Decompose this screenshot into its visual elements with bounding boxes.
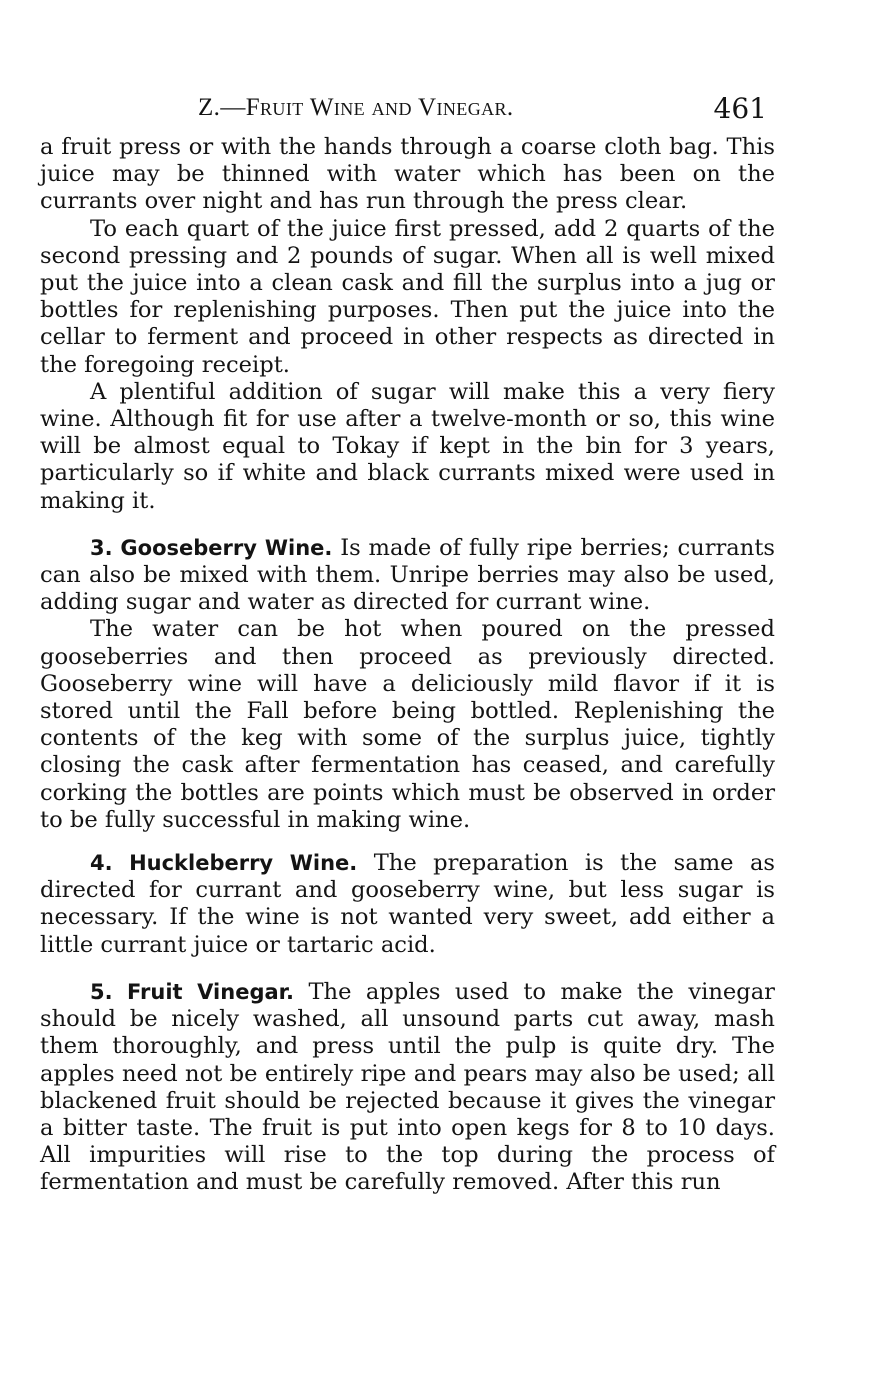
section-title: Fruit Vinegar.	[127, 979, 294, 1004]
paragraph-continued: a fruit press or with the hands through a coarse cloth bag. This juice may be thinned with water which has been on the currants over night and has run through the press clear.	[40, 134, 775, 215]
section-fruit-vinegar	[40, 979, 775, 1197]
page-number: 461	[713, 92, 767, 125]
paragraph-sugar-addition: A plentiful addition of sugar will make this a very fiery wine. Although fit for use after a twelve-month or so, this wine will be almost equal to Tokay if kept in the bin for 3 years, particularly so if white and black currants mixed were used in making it.	[40, 378, 775, 514]
section-title: Huckleberry Wine.	[129, 851, 358, 876]
section-text: The preparation is the same as directed for currant and gooseberry wine, but less sugar is necessary. If the wine is not wanted very sweet, add either a little currant juice or tartaric acid.	[40, 850, 776, 958]
section-huckleberry-wine	[40, 850, 775, 959]
chapter-title: Z.—Fruit Wine and Vinegar.	[198, 94, 514, 121]
section-text: The apples used to make the vinegar should be nicely washed, all unsound parts cut away, mash them thoroughly, and press until the pulp is quite dry. The apples need not be entirely ripe and pears may also be used; all blackened fruit should be rejected because it gives the vinegar a bitter taste. The fruit is put into open kegs for 8 to 10 days. All impurities will rise to the top during the process of fermentation and must be carefully removed. After this run	[40, 978, 775, 1196]
section-number: 4.	[90, 851, 113, 876]
running-header	[40, 86, 775, 134]
section-gooseberry-wine	[40, 535, 775, 617]
book-page	[40, 86, 775, 1197]
section-title: Gooseberry Wine.	[120, 535, 333, 560]
paragraph-mixing-instructions: To each quart of the juice first pressed, add 2 quarts of the second pressing and 2 pounds of sugar. When all is well mixed put the juice into a clean cask and fill the surplus into a jug or bottles for replenishing purposes. Then put the juice into the cellar to ferment and proceed in other respects as directed in the foregoing receipt.	[40, 215, 775, 378]
paragraph-gooseberry-storage: The water can be hot when poured on the pressed gooseberries and then proceed as previously directed. Gooseberry wine will have a deliciously mild flavor if it is stored until the Fall before being bottled. Replenishing the contents of the keg with some of the surplus juice, tightly closing the cask after fermentation has ceased, and carefully corking the bottles are points which must be observed in order to be fully successful in making wine.	[40, 616, 775, 833]
section-number: 5.	[90, 979, 113, 1004]
section-number: 3.	[90, 535, 113, 560]
section-text: Is made of fully ripe berries; currants can also be mixed with them. Unripe berries may also be used, adding sugar and water as directed for currant wine.	[40, 534, 775, 616]
